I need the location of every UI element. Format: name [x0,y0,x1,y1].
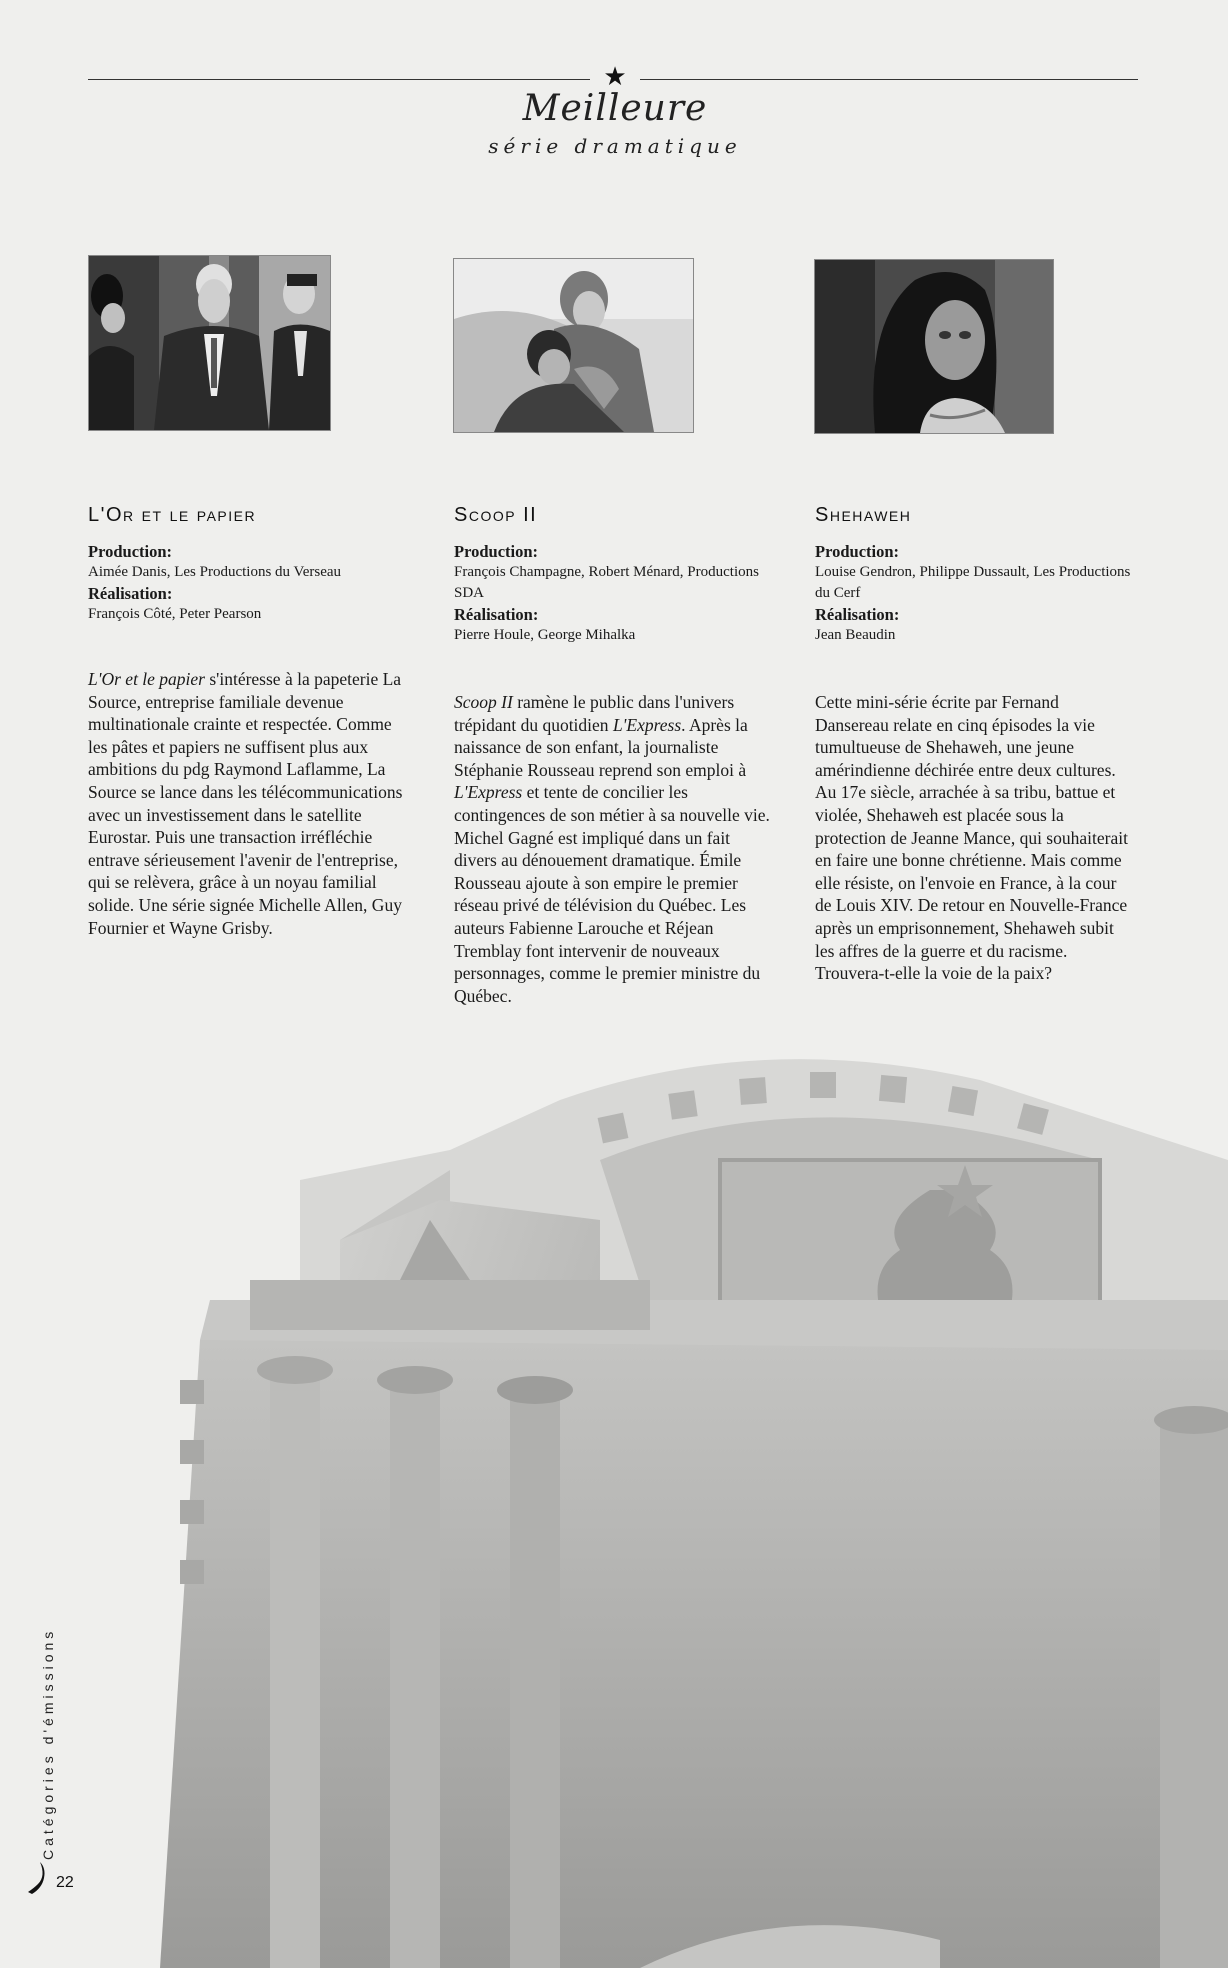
realisation-label: Réalisation: [454,605,539,624]
show-title: L'Or et le papier [88,504,257,526]
production-value: Louise Gendron, Philippe Dussault, Les Productions du Cerf [815,564,1131,601]
show-description-text: s'intéresse à la papeterie La Source, entreprise familiale devenue multinationale crainte et respectée. Comme les pâtes et papiers ne suffisent plus aux ambitions du pdg Raymond Laflamme, La Source se lance dans les télécommunications avec un investissement dans le satellite Eurostar. Puis une transaction irréfléchie entrave sérieusement l'avenir de l'entreprise, qui se relèvera, grâce à un noyau familial solide. Une série signée Michelle Allen, Guy Fournier et Wayne Grisby. [88,669,403,938]
swoosh-icon [28,1862,46,1894]
section-label: Catégories d'émissions [40,1627,56,1860]
realisation-value: François Côté, Peter Pearson [88,606,262,622]
show-credits [815,541,1135,646]
show-title: Scoop II [454,504,538,526]
show-description-italic: L'Or et le papier [88,669,205,689]
show-credits [454,541,774,646]
page-subtitle: série dramatique [488,134,742,158]
show-credits [88,541,341,625]
production-value: François Champagne, Robert Ménard, Productions SDA [454,564,759,601]
show-description-italic: Scoop II [454,692,513,712]
realisation-value: Pierre Houle, George Mihalka [454,627,636,643]
show-description-text-c: et tente de concilier les contingences de son métier à sa nouvelle vie. Michel Gagné est impliqué dans un fait divers au dénouement dramatique. Émile Rousseau ajoute à son empire le premier réseau privé de télévision du Québec. Les auteurs Fabienne Larouche et Réjean Tremblay font intervenir de nouveaux personnages, comme le premier ministre du Québec. [454,782,770,1006]
show-description-text-b: . Après la naissance de son enfant, la journaliste Stéphanie Rousseau reprend son emploi à [454,714,748,780]
show-photo-scoop-ii [453,258,694,433]
show-photo-or-et-papier [88,255,331,431]
show-description [88,668,408,939]
show-description-italic-3: L'Express [454,782,523,803]
production-label: Production: [454,542,539,561]
production-label: Production: [815,542,900,561]
show-description: Cette mini-série écrite par Fernand Dansereau relate en cinq épisodes la vie tumultueuse de Shehaweh, une jeune amérindienne déchirée entre deux cultures. Au 17e siècle, arrachée à sa tribu, battue et violée, Shehaweh est placée sous la protection de Jeanne Mance, qui souhaiterait en faire une bonne chrétienne. Mais comme elle résiste, on l'envoie en France, à la cour de Louis XIV. De retour en Nouvelle-France après un emprisonnement, Shehaweh subit les affres de la guerre et du racisme. Trouvera-t-elle la voie de la paix? [815,692,1128,984]
realisation-value: Jean Beaudin [815,627,896,643]
show-description [454,691,774,1007]
show-title: Shehaweh [815,504,912,526]
realisation-label: Réalisation: [88,584,173,603]
production-value: Aimée Danis, Les Productions du Verseau [88,564,342,580]
realisation-label: Réalisation: [815,605,900,624]
header-rule-right [640,79,1138,80]
trophy-background-image [0,1040,1228,1968]
header-rule-left [88,79,590,80]
page-number: 22 [56,1874,74,1891]
page-title: Meilleure [522,88,708,129]
show-description-italic-2: L'Express [612,714,682,735]
star-icon: ★ [603,62,627,92]
production-label: Production: [88,542,173,561]
show-description-text-a: ramène le public dans l'univers trépidant du quotidien [454,692,735,735]
show-photo-shehaweh [814,259,1054,434]
